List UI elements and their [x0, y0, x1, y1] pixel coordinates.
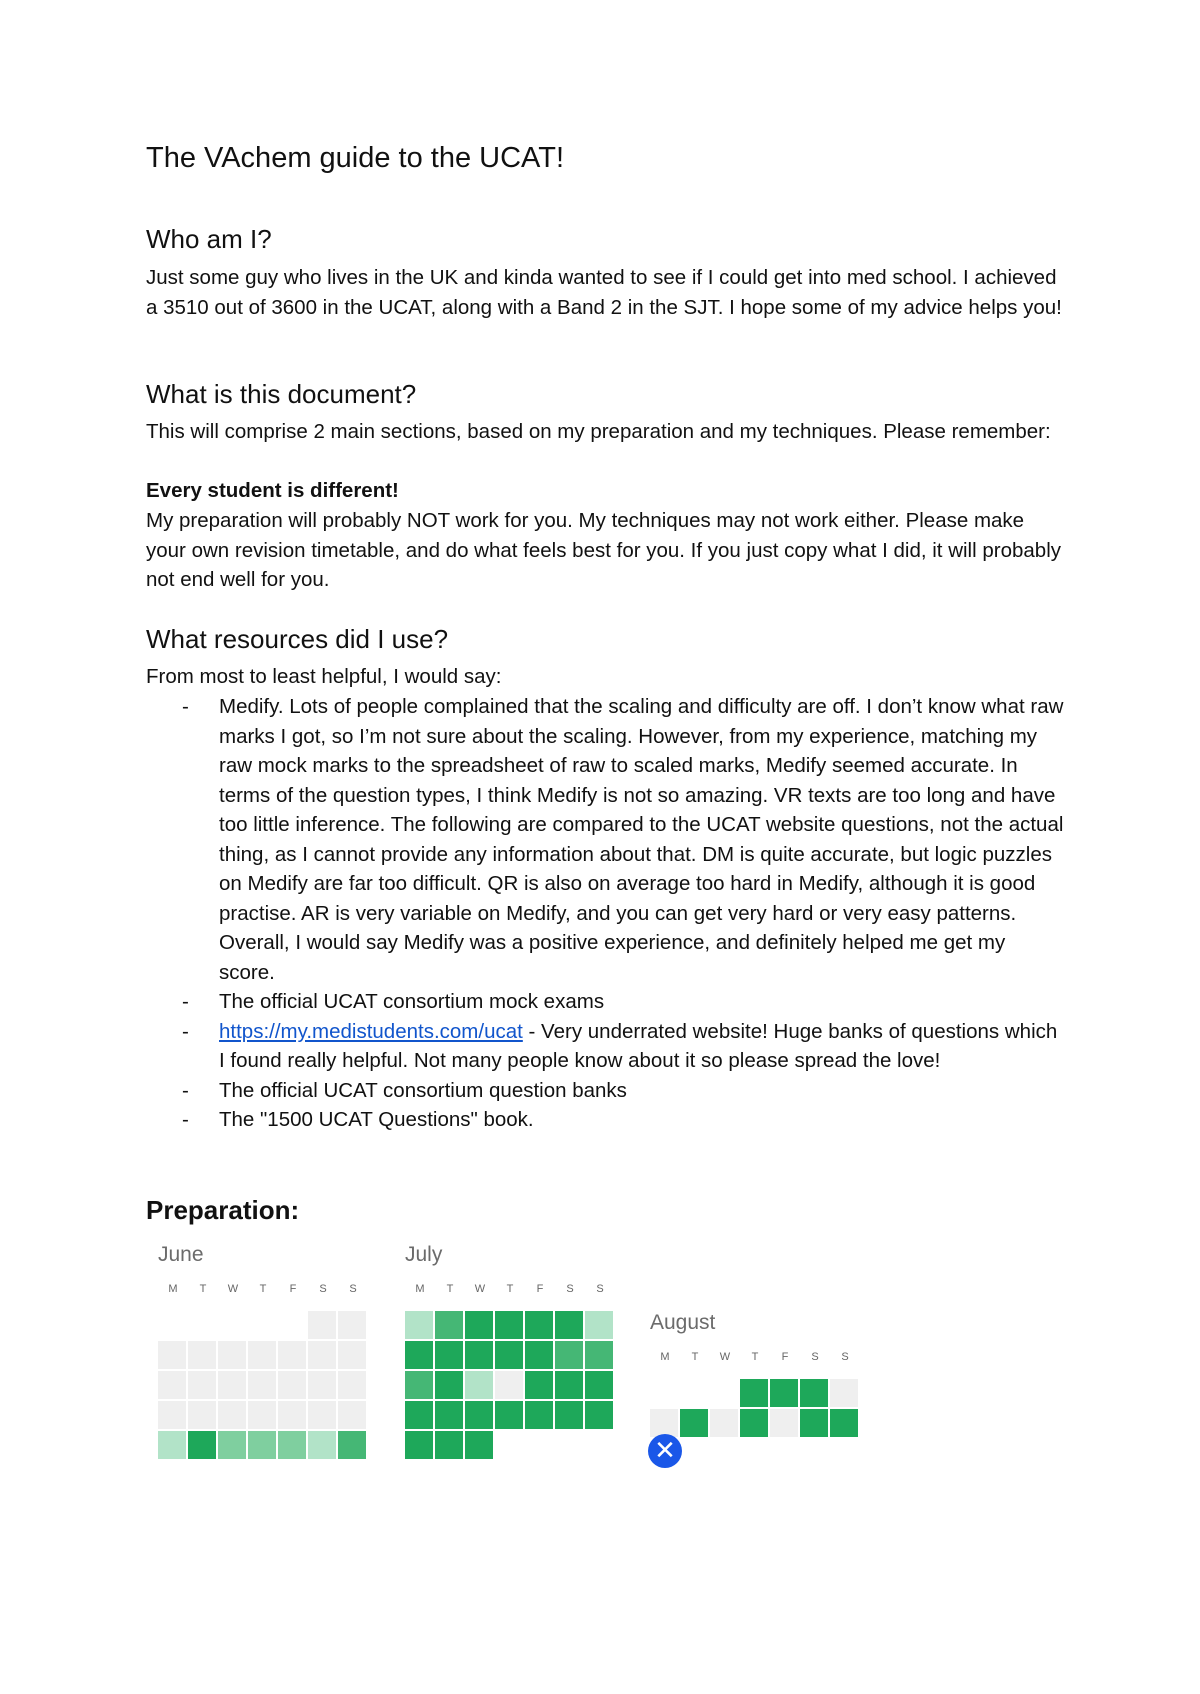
calendar-day-cell: [525, 1371, 553, 1399]
calendar-day-cell: [435, 1311, 463, 1339]
weekday-label: T: [446, 1283, 454, 1295]
calendar-month-label: June: [158, 1243, 204, 1266]
calendar-day-cell: [585, 1401, 613, 1429]
list-dash: -: [182, 1078, 189, 1102]
what-bold-note: Every student is different!: [146, 479, 399, 502]
calendar-day-cell: [158, 1431, 186, 1459]
calendar-day-cell: [338, 1341, 366, 1369]
weekday-header: [650, 1351, 860, 1363]
calendar-month-label: July: [405, 1243, 443, 1266]
calendar-day-cell: [248, 1311, 276, 1339]
weekday-label: S: [349, 1283, 357, 1295]
list-item: [146, 692, 1066, 987]
calendar-day-cell: [585, 1371, 613, 1399]
calendar-day-cell: [308, 1401, 336, 1429]
calendar-day-cell: [218, 1431, 246, 1459]
calendar-day-cell: [525, 1341, 553, 1369]
weekday-label: F: [536, 1283, 544, 1295]
calendar-day-cell: [585, 1311, 613, 1339]
resources-intro: From most to least helpful, I would say:: [146, 665, 502, 688]
list-item: [146, 987, 1066, 1017]
calendar-day-cell: [680, 1409, 708, 1437]
calendar-day-cell: [278, 1341, 306, 1369]
calendar-day-cell: [405, 1341, 433, 1369]
weekday-label: T: [506, 1283, 514, 1295]
calendar-day-cell: [495, 1341, 523, 1369]
calendar-day-cell: [308, 1341, 336, 1369]
calendar-day-cell: [158, 1371, 186, 1399]
calendar-day-cell: [278, 1311, 306, 1339]
calendar-day-cell: [158, 1311, 186, 1339]
calendar-day-cell: [188, 1371, 216, 1399]
calendar-day-cell: [248, 1371, 276, 1399]
calendar-day-cell: [555, 1311, 583, 1339]
calendar-day-cell: [435, 1431, 463, 1459]
who-body: Just some guy who lives in the UK and kinda wanted to see if I could get into med school. I achieved a 3510 out of 3600 in the UCAT, along with a Band 2 in the SJT. I hope some of my advice helps you!: [146, 266, 1062, 319]
calendar-day-cell: [770, 1409, 798, 1437]
list-dash: -: [182, 1019, 189, 1043]
calendar-day-cell: [710, 1379, 738, 1407]
calendar-day-cell: [740, 1379, 768, 1407]
calendar-day-cell: [405, 1371, 433, 1399]
calendar-month-label: August: [650, 1311, 716, 1334]
calendar-day-cell: [495, 1431, 523, 1459]
weekday-label: F: [289, 1283, 297, 1295]
calendar-day-cell: [650, 1379, 678, 1407]
calendar-day-cell: [465, 1311, 493, 1339]
weekday-label: M: [415, 1283, 425, 1295]
medistudents-link[interactable]: https://my.medistudents.com/ucat: [219, 1019, 523, 1043]
weekday-header: [405, 1283, 615, 1295]
weekday-label: W: [227, 1283, 239, 1295]
calendar-day-cell: [465, 1401, 493, 1429]
calendar-day-cell: [308, 1371, 336, 1399]
calendar-day-cell: [585, 1341, 613, 1369]
calendar-day-cell: [465, 1371, 493, 1399]
calendar-day-cell: [525, 1311, 553, 1339]
resources-list: [146, 692, 1066, 1135]
weekday-label: S: [596, 1283, 604, 1295]
resource-question-banks: The official UCAT consortium question banks: [219, 1078, 627, 1102]
what-heading: What is this document?: [146, 379, 417, 409]
list-item: [146, 1017, 1066, 1076]
list-item: [146, 1076, 1066, 1106]
close-icon[interactable]: ✕: [648, 1434, 682, 1468]
calendar-day-cell: [800, 1409, 828, 1437]
weekday-label: S: [841, 1351, 849, 1363]
calendar-day-cell: [650, 1409, 678, 1437]
weekday-label: S: [319, 1283, 327, 1295]
resource-mock-exams: The official UCAT consortium mock exams: [219, 990, 605, 1013]
calendar-day-cell: [278, 1431, 306, 1459]
calendar-day-cell: [405, 1401, 433, 1429]
calendar-day-cell: [585, 1431, 613, 1459]
calendar-day-cell: [278, 1371, 306, 1399]
calendar-day-cell: [338, 1401, 366, 1429]
weekday-label: T: [691, 1351, 699, 1363]
page-title: The VAchem guide to the UCAT!: [146, 142, 565, 174]
calendar-day-cell: [465, 1431, 493, 1459]
calendar-day-cell: [555, 1431, 583, 1459]
calendar-day-cell: [308, 1311, 336, 1339]
weekday-label: W: [719, 1351, 731, 1363]
calendar-day-cell: [525, 1401, 553, 1429]
calendar-day-cell: [338, 1311, 366, 1339]
what-body2: My preparation will probably NOT work for you. My techniques may not work either. Please make your own revision timetable, and do what feels best for you. If you just copy what I did, it will probably not end well for you.: [146, 509, 1061, 591]
calendar-day-cell: [188, 1401, 216, 1429]
who-heading: Who am I?: [146, 224, 272, 254]
calendar-day-cell: [218, 1341, 246, 1369]
calendar-day-cell: [555, 1401, 583, 1429]
weekday-label: T: [751, 1351, 759, 1363]
calendar-day-cell: [525, 1431, 553, 1459]
calendar-grid: [405, 1311, 613, 1459]
calendar-day-cell: [158, 1341, 186, 1369]
weekday-label: M: [660, 1351, 670, 1363]
what-body: This will comprise 2 main sections, based on my preparation and my techniques. Please remember:: [146, 420, 1051, 443]
preparation-heading: Preparation:: [146, 1195, 300, 1225]
weekday-label: M: [168, 1283, 178, 1295]
calendar-day-cell: [830, 1409, 858, 1437]
calendar-day-cell: [188, 1311, 216, 1339]
calendar-day-cell: [308, 1431, 336, 1459]
calendar-day-cell: [495, 1371, 523, 1399]
calendar-day-cell: [248, 1341, 276, 1369]
resource-book: The "1500 UCAT Questions" book.: [219, 1108, 534, 1131]
calendar-day-cell: [495, 1311, 523, 1339]
calendar-day-cell: [680, 1379, 708, 1407]
calendar-day-cell: [188, 1341, 216, 1369]
calendar-day-cell: [248, 1431, 276, 1459]
calendar-day-cell: [338, 1431, 366, 1459]
weekday-header: [158, 1283, 368, 1295]
calendar-day-cell: [435, 1341, 463, 1369]
calendar-day-cell: [495, 1401, 523, 1429]
calendar-grid: [650, 1379, 858, 1437]
calendar-day-cell: [465, 1341, 493, 1369]
calendar-day-cell: [338, 1371, 366, 1399]
list-item: [146, 1105, 1066, 1135]
calendar-day-cell: [740, 1409, 768, 1437]
calendar-day-cell: [435, 1401, 463, 1429]
weekday-label: F: [781, 1351, 789, 1363]
calendar-day-cell: [555, 1341, 583, 1369]
calendar-day-cell: [405, 1431, 433, 1459]
calendar-day-cell: [248, 1401, 276, 1429]
list-dash: -: [182, 695, 189, 718]
calendar-day-cell: [830, 1379, 858, 1407]
weekday-label: W: [474, 1283, 486, 1295]
calendar-day-cell: [188, 1431, 216, 1459]
calendar-day-cell: [218, 1371, 246, 1399]
calendar-day-cell: [278, 1401, 306, 1429]
list-dash: -: [182, 1108, 189, 1131]
calendar-day-cell: [405, 1311, 433, 1339]
weekday-label: T: [199, 1283, 207, 1295]
resource-medify: Medify. Lots of people complained that the scaling and difficulty are off. I don’t know what raw marks I got, so I’m not sure about the scaling. However, from my experience, matching my raw mock marks to the spreadsheet of raw to scaled marks, Medify seemed accurate. In terms of the question types, I think Medify is not so amazing. VR texts are too long and have too little inference. The following are compared to the UCAT website questions, not the actual thing, as I cannot provide any information about that. DM is quite accurate, but logic puzzles on Medify are far too difficult. QR is also on average too hard in Medify, although it is good practise. AR is very variable on Medify, and you can get very hard or very easy patterns. Overall, I would say Medify was a positive experience, and definitely helped me get my score.: [219, 695, 1064, 984]
calendar-day-cell: [218, 1401, 246, 1429]
calendar-day-cell: [435, 1371, 463, 1399]
weekday-label: T: [259, 1283, 267, 1295]
weekday-label: S: [811, 1351, 819, 1363]
calendar-day-cell: [158, 1401, 186, 1429]
weekday-label: S: [566, 1283, 574, 1295]
resources-heading: What resources did I use?: [146, 624, 449, 654]
calendar-grid: [158, 1311, 366, 1459]
calendar-day-cell: [218, 1311, 246, 1339]
resource-medistudents-text: - Very underrated website! Huge banks of questions which I found really helpful. Not many people know about it so please spread the love!: [219, 1019, 1058, 1072]
calendar-day-cell: [800, 1379, 828, 1407]
calendar-day-cell: [555, 1371, 583, 1399]
calendar-day-cell: [770, 1379, 798, 1407]
calendar-day-cell: [710, 1409, 738, 1437]
list-dash: -: [182, 990, 189, 1013]
